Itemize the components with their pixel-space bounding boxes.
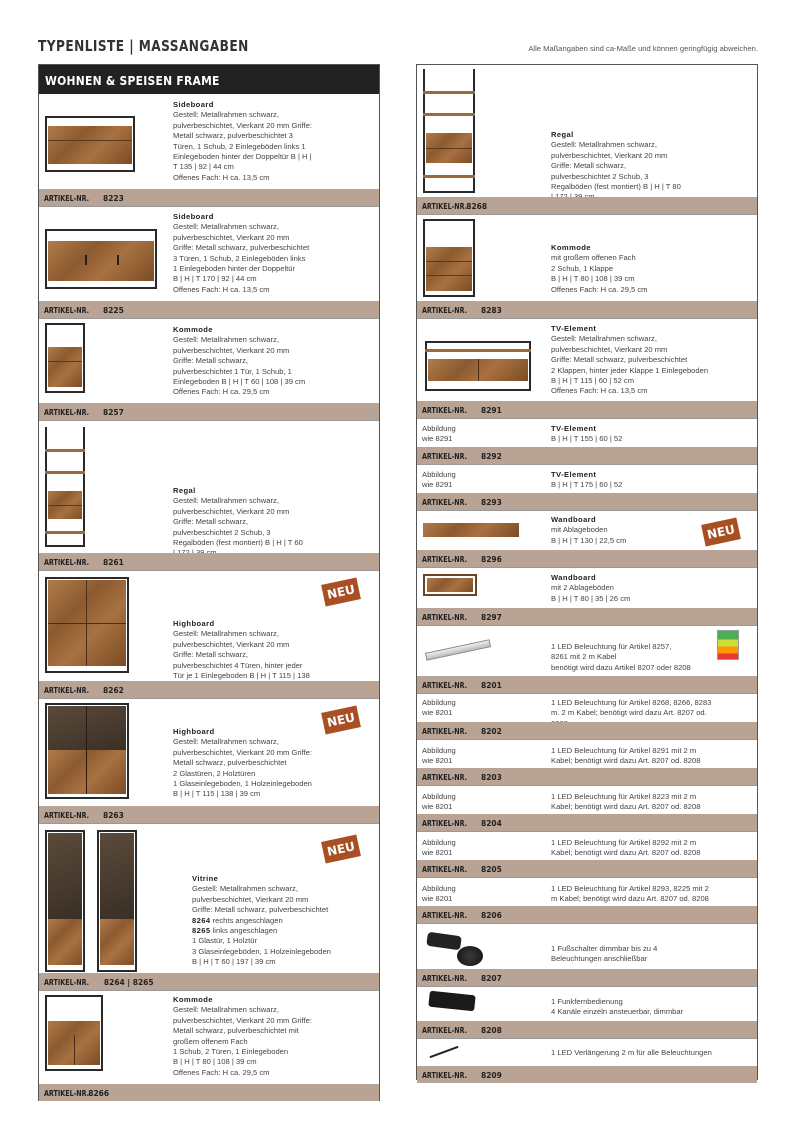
article-number: 8264 | 8265 (103, 978, 154, 987)
article-8296: NEU Wandboard mit Ablageboden B | H | T 130 | 22,5 cm ARTIKEL-NR. 8296 (417, 511, 757, 568)
vitrine-right-image (45, 830, 85, 972)
article-8205: Abbildung wie 8201 1 LED Beleuchtung für Artikel 8292 mit 2 m Kabel; benötigt wird dazu Art. 8207 od. 8208 ARTIKEL-NR. 8205 (417, 832, 757, 878)
kommode-image (45, 323, 85, 393)
article-number: 8204 (481, 819, 502, 828)
foot-switch-icon (426, 932, 462, 951)
article-number: 8206 (481, 911, 502, 920)
article-8292: Abbildung wie 8291 TV-Element B | H | T 155 | 60 | 52 ARTIKEL-NR. 8292 (417, 419, 757, 465)
regal-image (423, 69, 475, 193)
article-8206: Abbildung wie 8201 1 LED Beleuchtung für Artikel 8293, 8225 mit 2 m Kabel; benötigt wird dazu Art. 8207 od. 8208 ARTIKEL-NR. 8206 (417, 878, 757, 924)
article-number: 8205 (481, 865, 502, 874)
tv-element-image (425, 341, 531, 391)
new-badge: NEU (321, 577, 361, 606)
highboard-glass-image (45, 703, 129, 799)
article-number: 8201 (481, 681, 502, 690)
sideboard-image (45, 229, 157, 289)
article-8204: Abbildung wie 8201 1 LED Beleuchtung für Artikel 8223 mit 2 m Kabel; benötigt wird dazu Art. 8207 od. 8208 ARTIKEL-NR. 8204 (417, 786, 757, 832)
kommode-image (45, 995, 103, 1071)
article-number: 8266 (88, 1089, 110, 1098)
cable-icon (430, 1046, 459, 1058)
dimmer-icon (457, 946, 483, 966)
kommode-image (423, 219, 475, 297)
article-number: 8202 (481, 727, 502, 736)
article-number: 8283 (481, 306, 502, 315)
article-number: 8291 (481, 406, 502, 415)
article-8268: Regal Gestell: Metallrahmen schwarz, pulverbeschichtet, Vierkant 20 mm Griffe: Metall schwarz, pulverbeschichtet 2 Schub, 3 Regalböden (fest montiert) B | H | T 80 ARTIKEL-NR. 8268 (417, 65, 757, 215)
article-number: 8292 (481, 452, 502, 461)
page-title: TYPENLISTE | MASSANGABEN (38, 37, 249, 55)
energy-label-icon (717, 630, 739, 660)
remote-control-icon (428, 991, 475, 1012)
article-8203: Abbildung wie 8201 1 LED Beleuchtung für Artikel 8291 mit 2 m Kabel; benötigt wird dazu Art. 8207 od. 8208 ARTIKEL-NR. 8203 (417, 740, 757, 786)
article-8261: Regal Gestell: Metallrahmen schwarz, pulverbeschichtet, Vierkant 20 mm Griffe: Metall schwarz, pulverbeschichtet 2 Schub, 3 Regalböden (fest montiert) B | H | T 60 ARTIKEL-NR. 8261 (39, 421, 379, 571)
article-8225: Sideboard Gestell: Metallrahmen schwarz, pulverbeschichtet, Vierkant 20 mm Griffe: Metall schwarz, pulverbeschichtet 3 Türen, 1 Schub, 2 Einlegeböden links 1 Einlegeboden hinter der Doppeltür B | H | T 170 | 92 | 44 cm Offenes Fach: H ca. 13,5 cm ARTIKEL-NR. 8225 (39, 207, 379, 319)
article-number: 8209 (481, 1071, 502, 1080)
wandboard-image (423, 574, 477, 596)
article-8201: 1 LED Beleuchtung für Artikel 8257, 8261 mit 2 m Kabel benötigt wird dazu Artikel 8207 oder 8208 ARTIKEL-NR. 8201 (417, 626, 757, 694)
article-8266: Kommode Gestell: Metallrahmen schwarz, pulverbeschichtet, Vierkant 20 mm Griffe: Metall schwarz, pulverbeschichtet mit großem offenem Fach 1 Schub, 2 Türen, 1 Einlegeboden B | H | T 80 | 108 | 39 cm Offenes Fach: H ca. 29,5 cm ARTIKEL-NR. 8266 (39, 991, 379, 1101)
sideboard-image (45, 116, 135, 172)
article-number: 8261 (103, 558, 124, 567)
article-8257: Kommode Gestell: Metallrahmen schwarz, pulverbeschichtet, Vierkant 20 mm Griffe: Metall schwarz, pulverbeschichtet 1 Tür, 1 Schub, 1 Einlegeboden B | H | T 60 | 108 | 39 cm Offenes Fach: H ca. 29,5 cm ARTIKEL-NR. 8257 (39, 319, 379, 421)
article-8291: TV-Element Gestell: Metallrahmen schwarz, pulverbeschichtet, Vierkant 20 mm Griffe: Metall schwarz, pulverbeschichtet 2 Klappen, hinter jeder Klappe 1 Einlegeboden B | H | T 115 | 60 | 52 cm Offenes Fach: H ca. 13,5 cm ARTIKEL-NR. 8291 (417, 319, 757, 419)
article-8208: 1 Funkfernbedienung 4 Kanäle einzeln ansteuerbar, dimmbar ARTIKEL-NR. 8208 (417, 987, 757, 1039)
vitrine-left-image (97, 830, 137, 972)
article-number: 8268 (466, 202, 488, 211)
wandboard-image (423, 523, 519, 537)
article-number: 8208 (481, 1026, 502, 1035)
article-number: 8257 (103, 408, 124, 417)
article-8207: 1 Fußschalter dimmbar bis zu 4 Beleuchtungen anschließbar ARTIKEL-NR. 8207 (417, 924, 757, 987)
article-number: 8293 (481, 498, 502, 507)
article-8283: Kommode mit großem offenen Fach 2 Schub, 1 Klappe B | H | T 80 | 108 | 39 cm Offenes Fach: H ca. 29,5 cm ARTIKEL-NR. 8283 (417, 215, 757, 319)
led-light-image (425, 639, 491, 661)
highboard-image (45, 577, 129, 673)
article-number: 8203 (481, 773, 502, 782)
article-number: 8223 (103, 194, 124, 203)
left-column (38, 64, 380, 1101)
right-column (416, 64, 758, 1080)
article-bar (39, 189, 379, 206)
article-number: 8296 (481, 555, 502, 564)
new-badge: NEU (321, 834, 361, 863)
article-number: 8262 (103, 686, 124, 695)
article-8262: NEU Highboard Gestell: Metallrahmen schwarz, pulverbeschichtet, Vierkant 20 mm Griffe: Metall schwarz, pulverbeschichtet 4 Türen, hinter jeder Tür je 1 Einlegeboden B | H | T 115 | 138 ARTIKEL-NR. 8262 (39, 571, 379, 699)
article-number: 8207 (481, 974, 502, 983)
measurement-note: Alle Maßangaben sind ca-Maße und können geringfügig abweichen. (528, 44, 758, 53)
article-8202: Abbildung wie 8201 1 LED Beleuchtung für Artikel 8268, 8266, 8283 m. 2 m Kabel; benötigt wird dazu Art. 8207 od. ARTIKEL-NR. 8202 (417, 694, 757, 740)
article-8264-8265: NEU Vitrine Gestell: Metallrahmen schwarz, pulverbeschichtet, Vierkant 20 mm Griffe: Metall schwarz, pulverbeschichtet 8264 rechts angeschlagen 8265 links angeschlagen 1 Glastür, 1 Holztür 3 Glaseinlegeböden, 1 Holzeinlegeboden B | H | T 60 | 197 | 39 cm ARTIKEL-NR. 8264 | 8265 (39, 824, 379, 991)
new-badge: NEU (701, 517, 741, 546)
article-number: 8225 (103, 306, 124, 315)
article-8263: NEU Highboard Gestell: Metallrahmen schwarz, pulverbeschichtet, Vierkant 20 mm Griffe: Metall schwarz, pulverbeschichtet 2 Glastüren, 2 Holztüren 1 Glaseinlegeboden, 1 Holzeinlegeboden B | H | T 115 | 138 | 39 cm ARTIKEL-NR. 8263 (39, 699, 379, 824)
article-number: 8263 (103, 811, 124, 820)
article-8223: Sideboard Gestell: Metallrahmen schwarz, pulverbeschichtet, Vierkant 20 mm Griffe: Metall schwarz, pulverbeschichtet 3 Türen, 1 Schub, 2 Einlegeböden links 1 Einlegeboden hinter der Doppeltür B | H | T 135 | 92 | 44 cm Offenes Fach: H ca. 13,5 cm ARTIKEL-NR. 8223 (39, 94, 379, 207)
article-8293: Abbildung wie 8291 TV-Element B | H | T 175 | 60 | 52 ARTIKEL-NR. 8293 (417, 465, 757, 511)
article-number: 8297 (481, 613, 502, 622)
regal-image (45, 427, 85, 547)
article-8209: 1 LED Verlängerung 2 m für alle Beleuchtungen ARTIKEL-NR. 8209 (417, 1039, 757, 1083)
new-badge: NEU (321, 705, 361, 734)
article-8297: Wandboard mit 2 Ablageböden B | H | T 80 | 35 | 26 cm ARTIKEL-NR. 8297 (417, 568, 757, 626)
section-header: WOHNEN & SPEISEN FRAME (39, 65, 379, 94)
